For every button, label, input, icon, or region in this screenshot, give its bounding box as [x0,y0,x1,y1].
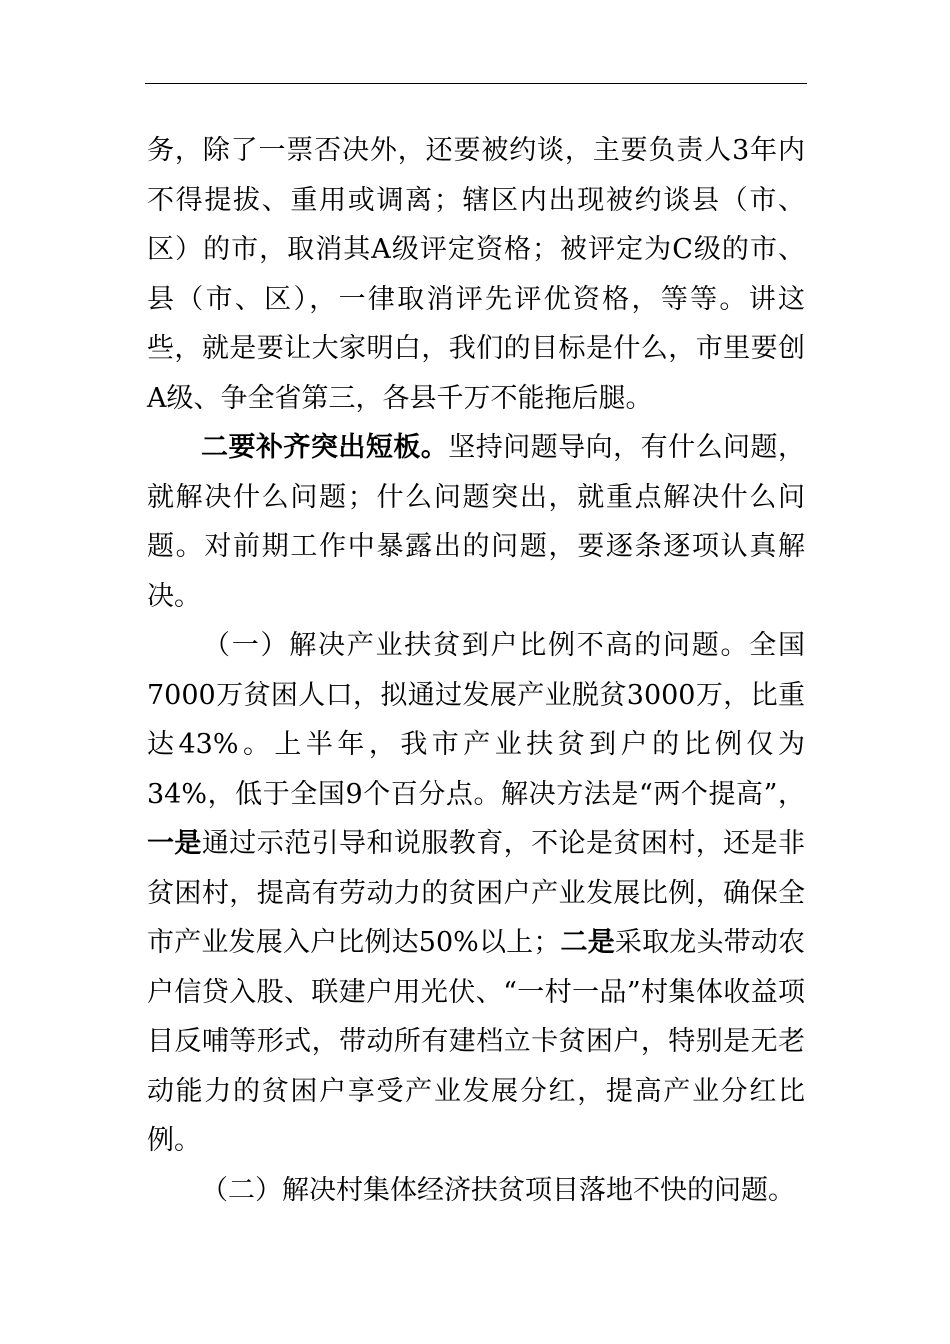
document-body [147,126,805,1215]
paragraph-heading: 二要补齐突出短板。 [201,432,449,463]
paragraph-text-a: （一）解决产业扶贫到户比例不高的问题。全国7000万贫困人口，拟通过发展产业脱贫3000万，比重达43%。上半年，我市产业扶贫到户的比例仅为34%，低于全国9个百分点。解决方法是“两个提高”， [147,630,805,810]
paragraph-industry-poverty [147,621,805,1166]
header-rule [145,83,807,84]
bold-marker-first: 一是 [147,828,202,859]
paragraph-short-boards [147,423,805,621]
paragraph-continuation: 务，除了一票否决外，还要被约谈，主要负责人3年内不得提拔、重用或调离；辖区内出现被约谈县（市、区）的市，取消其A级评定资格；被评定为C级的市、县（市、区），一律取消评先评优资格，等等。讲这些，就是要让大家明白，我们的目标是什么，市里要创A级、争全省第三，各县千万不能拖后腿。 [147,135,805,414]
paragraph-village-economy: （二）解决村集体经济扶贫项目落地不快的问题。 [201,1174,795,1206]
bold-marker-second: 二是 [560,927,615,958]
paragraph-text-b: 通过示范引导和说服教育，不论是贫困村，还是非贫困村，提高有劳动力的贫困户产业发展比例，确保全市产业发展入户比例达50%以上； [147,828,806,958]
paragraph-text-c: 采取龙头带动农户信贷入股、联建户用光伏、“一村一品”村集体收益项目反哺等形式，带动所有建档立卡贫困户，特别是无老动能力的贫困户享受产业发展分红，提高产业分红比例。 [147,927,806,1156]
paragraph-text: 坚持问题导向，有什么问题，就解决什么问题；什么问题突出，就重点解决什么问题。对前期工作中暴露出的问题，要逐条逐项认真解决。 [147,432,806,612]
